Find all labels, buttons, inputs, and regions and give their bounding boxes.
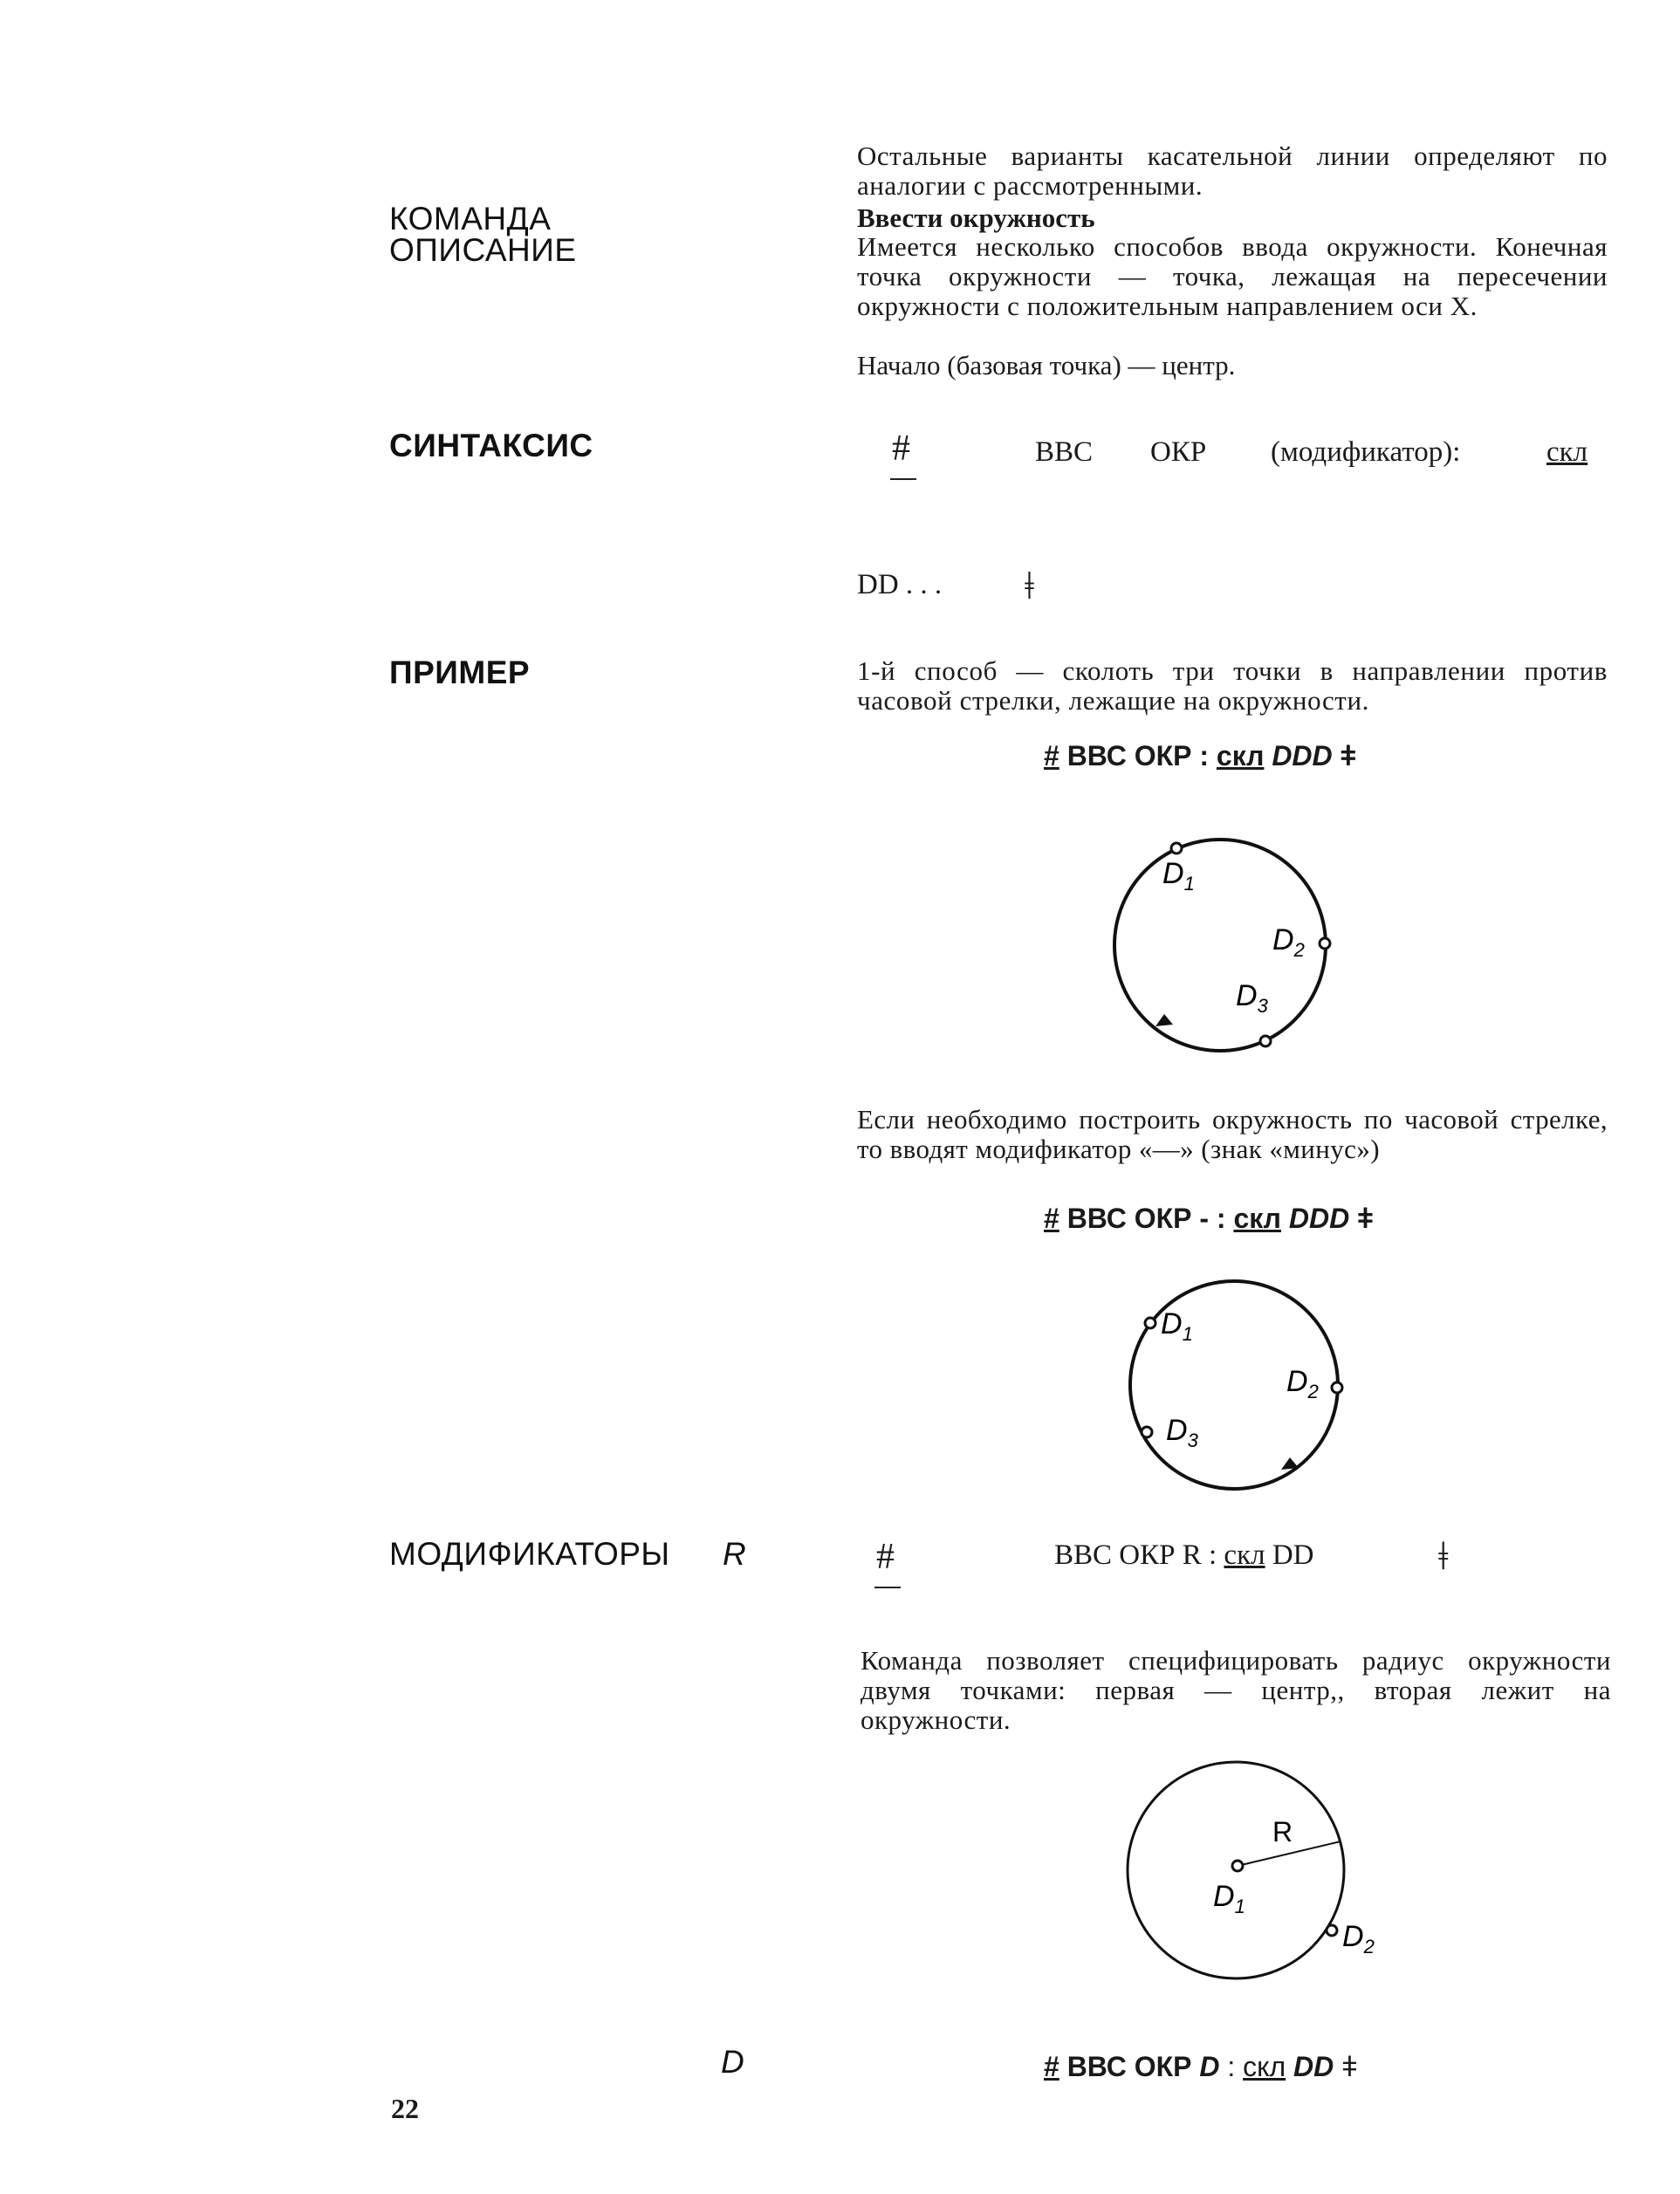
cmd1-end: ǂ bbox=[1340, 740, 1357, 771]
mod-d-end: ǂ bbox=[1341, 2051, 1358, 2082]
mod-d-points: DD bbox=[1293, 2051, 1334, 2082]
mod-r-end: ǂ bbox=[1438, 1533, 1449, 1578]
point-d2 bbox=[1332, 1382, 1342, 1393]
example-text: 1-й способ — сколоть три точки в направлении против часовой стрелки, лежащие на окружности. bbox=[857, 655, 1608, 716]
figure-circle-ccw bbox=[1100, 829, 1361, 1056]
label-d1: $D_1$ bbox=[1161, 1307, 1193, 1345]
label-d1: $D_1$ bbox=[1162, 857, 1195, 895]
cmd1-text: ВВС ОКР : bbox=[1066, 740, 1209, 771]
point-d2 bbox=[1320, 938, 1330, 949]
mod-r-hash-underline bbox=[874, 1587, 901, 1588]
page-number: 22 bbox=[391, 2093, 419, 2124]
mod-d-hash: # bbox=[1044, 2051, 1059, 2082]
mod-r-text: ВВС ОКР R : bbox=[1054, 1539, 1217, 1571]
cmd1-pick: скл bbox=[1216, 740, 1265, 771]
label-d3: $D_3$ bbox=[1166, 1414, 1198, 1451]
label-description: ОПИСАНИЕ bbox=[389, 232, 577, 268]
mod-d-d: D bbox=[1199, 2051, 1220, 2082]
figure-circle-radius bbox=[1117, 1758, 1414, 1985]
example-cmd1 bbox=[1044, 740, 1356, 772]
syntax-points: DD . . . bbox=[857, 569, 943, 600]
label-d1: $D_1$ bbox=[1213, 1880, 1245, 1917]
point-d3 bbox=[1142, 1427, 1152, 1437]
point-d1 bbox=[1232, 1861, 1243, 1871]
point-d3 bbox=[1260, 1036, 1271, 1046]
mod-r-points: DD bbox=[1272, 1539, 1314, 1571]
mod-d-cmd bbox=[1044, 2051, 1358, 2083]
clockwise-text: Если необходимо построить окружность по часовой стрелке, то вводят модификатор «—» (знак «минус») bbox=[857, 1104, 1608, 1164]
label-d2: $D_2$ bbox=[1286, 1365, 1319, 1402]
figure-circle-cw bbox=[1108, 1272, 1370, 1499]
label-d3: $D_3$ bbox=[1236, 979, 1268, 1017]
cmd2-end: ǂ bbox=[1357, 1203, 1374, 1234]
point-d2 bbox=[1327, 1925, 1337, 1936]
direction-arrow bbox=[1281, 1457, 1299, 1470]
cmd2-text: ВВС ОКР - : bbox=[1066, 1203, 1226, 1234]
mod-r-hash: # bbox=[876, 1537, 895, 1577]
mod-d-pick: скл bbox=[1243, 2051, 1286, 2082]
description-text: Имеется несколько способов ввода окружности. Конечная точка окружности — точка, лежащая на пересечении окружности с положительным направлением оси X. bbox=[857, 231, 1608, 321]
intro-text: Остальные варианты касательной линии определяют по аналогии с рассмотренными. bbox=[857, 141, 1608, 201]
description-text-2: Начало (базовая точка) — центр. bbox=[857, 350, 1236, 381]
syntax-hash: # bbox=[892, 429, 910, 469]
cmd2-pick: скл bbox=[1233, 1203, 1281, 1234]
cmd2-points: DDD bbox=[1288, 1203, 1350, 1234]
label-r: R bbox=[1272, 1816, 1293, 1848]
syntax-obj: ОКР bbox=[1150, 436, 1207, 468]
cmd2-hash: # bbox=[1044, 1203, 1059, 1234]
label-modifier-d: D bbox=[721, 2044, 745, 2080]
label-syntax: СИНТАКСИС bbox=[389, 428, 593, 463]
point-d1 bbox=[1171, 843, 1182, 854]
syntax-modifier: (модификатор): bbox=[1271, 436, 1461, 468]
mod-d-colon: : bbox=[1227, 2051, 1236, 2082]
cmd1-points: DDD bbox=[1272, 740, 1333, 771]
label-d2: $D_2$ bbox=[1272, 923, 1305, 961]
label-command: КОМАНДА bbox=[389, 201, 552, 237]
syntax-end: ǂ bbox=[1025, 565, 1034, 607]
mod-r-cmd bbox=[1054, 1539, 1314, 1572]
label-modifier-r: R bbox=[723, 1536, 747, 1572]
direction-arrow bbox=[1155, 1014, 1173, 1026]
label-modifiers: МОДИФИКАТОРЫ bbox=[389, 1536, 670, 1572]
command-name: Ввести окружность bbox=[857, 202, 1095, 233]
syntax-cmd: ВВС bbox=[1035, 436, 1094, 468]
mod-d-text: ВВС ОКР bbox=[1066, 2051, 1192, 2082]
cmd1-hash: # bbox=[1044, 740, 1059, 771]
mod-r-pick: скл bbox=[1224, 1539, 1265, 1571]
syntax-pick: скл bbox=[1546, 436, 1588, 468]
mod-r-description: Команда позволяет специфицировать радиус окружности двумя точками: первая — центр,, вторая лежит на окружности. bbox=[861, 1645, 1611, 1735]
syntax-hash-underline bbox=[890, 478, 916, 480]
point-d1 bbox=[1145, 1318, 1155, 1328]
label-example: ПРИМЕР bbox=[389, 655, 531, 690]
label-d2: $D_2$ bbox=[1342, 1920, 1375, 1957]
example-cmd2 bbox=[1044, 1203, 1374, 1235]
